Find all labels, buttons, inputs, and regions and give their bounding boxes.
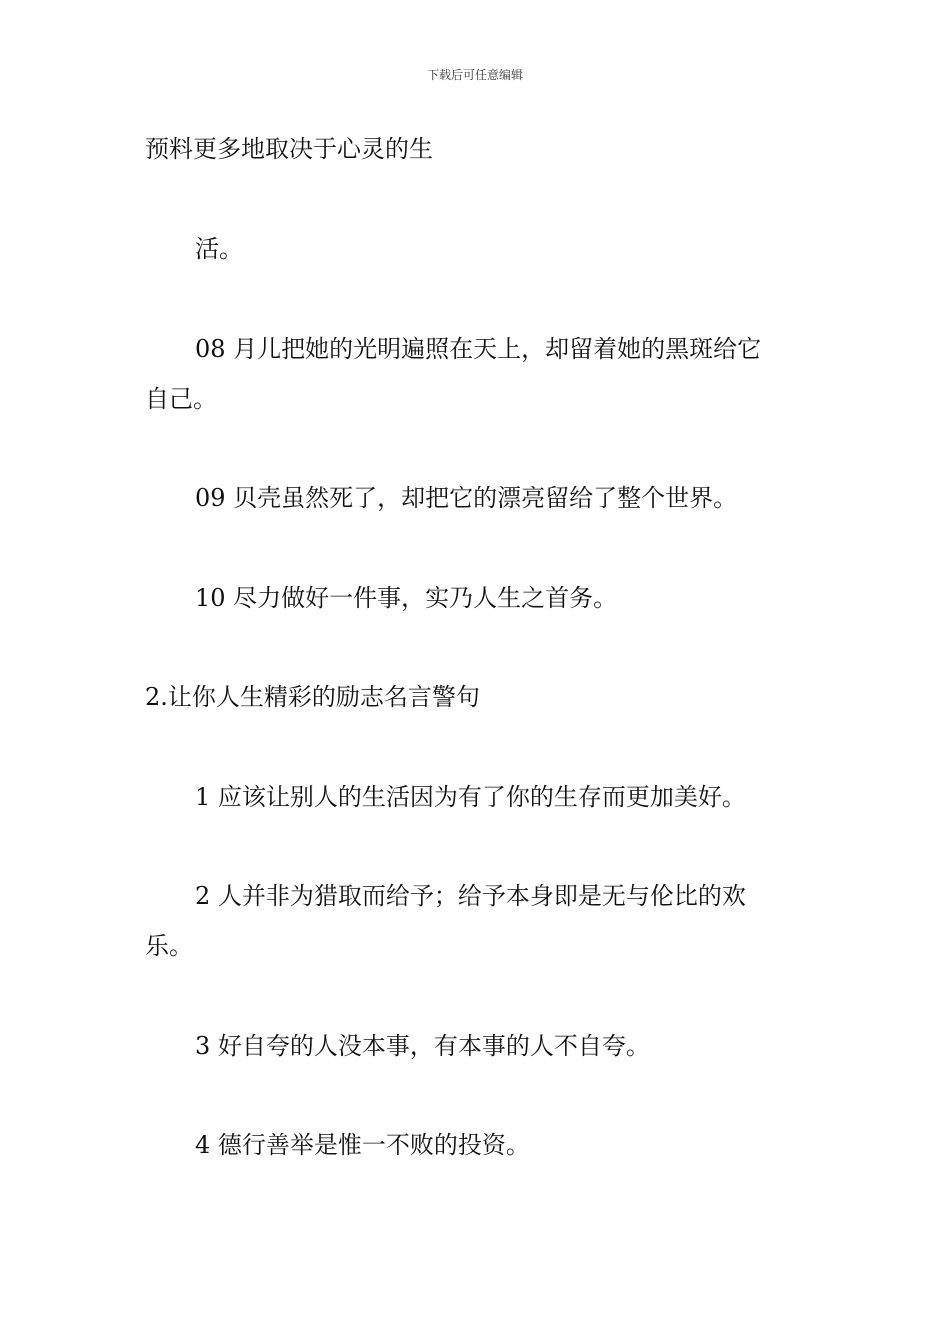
quote-4: 4 德行善举是惟一不败的投资。 [195,1131,530,1159]
quote-2-line-2: 乐。 [145,932,193,960]
page-header: 下载后可任意编辑 [426,68,523,82]
quote-2-line-1: 2 人并非为猎取而给予；给予本身即是无与伦比的欢 [195,882,746,910]
section-heading: 2.让你人生精彩的励志名言警句 [145,683,480,711]
paragraph-line: 预料更多地取决于心灵的生 [145,135,433,163]
quote-08-line-1: 08 月儿把她的光明遍照在天上，却留着她的黑斑给它 [195,335,762,363]
quote-10: 10 尽力做好一件事，实乃人生之首务。 [195,584,618,612]
quote-3: 3 好自夸的人没本事，有本事的人不自夸。 [195,1032,650,1060]
quote-1: 1 应该让别人的生活因为有了你的生存而更加美好。 [195,783,746,811]
quote-09: 09 贝壳虽然死了，却把它的漂亮留给了整个世界。 [195,484,738,512]
paragraph-line: 活。 [195,235,243,263]
quote-08-line-2: 自己。 [145,385,217,413]
